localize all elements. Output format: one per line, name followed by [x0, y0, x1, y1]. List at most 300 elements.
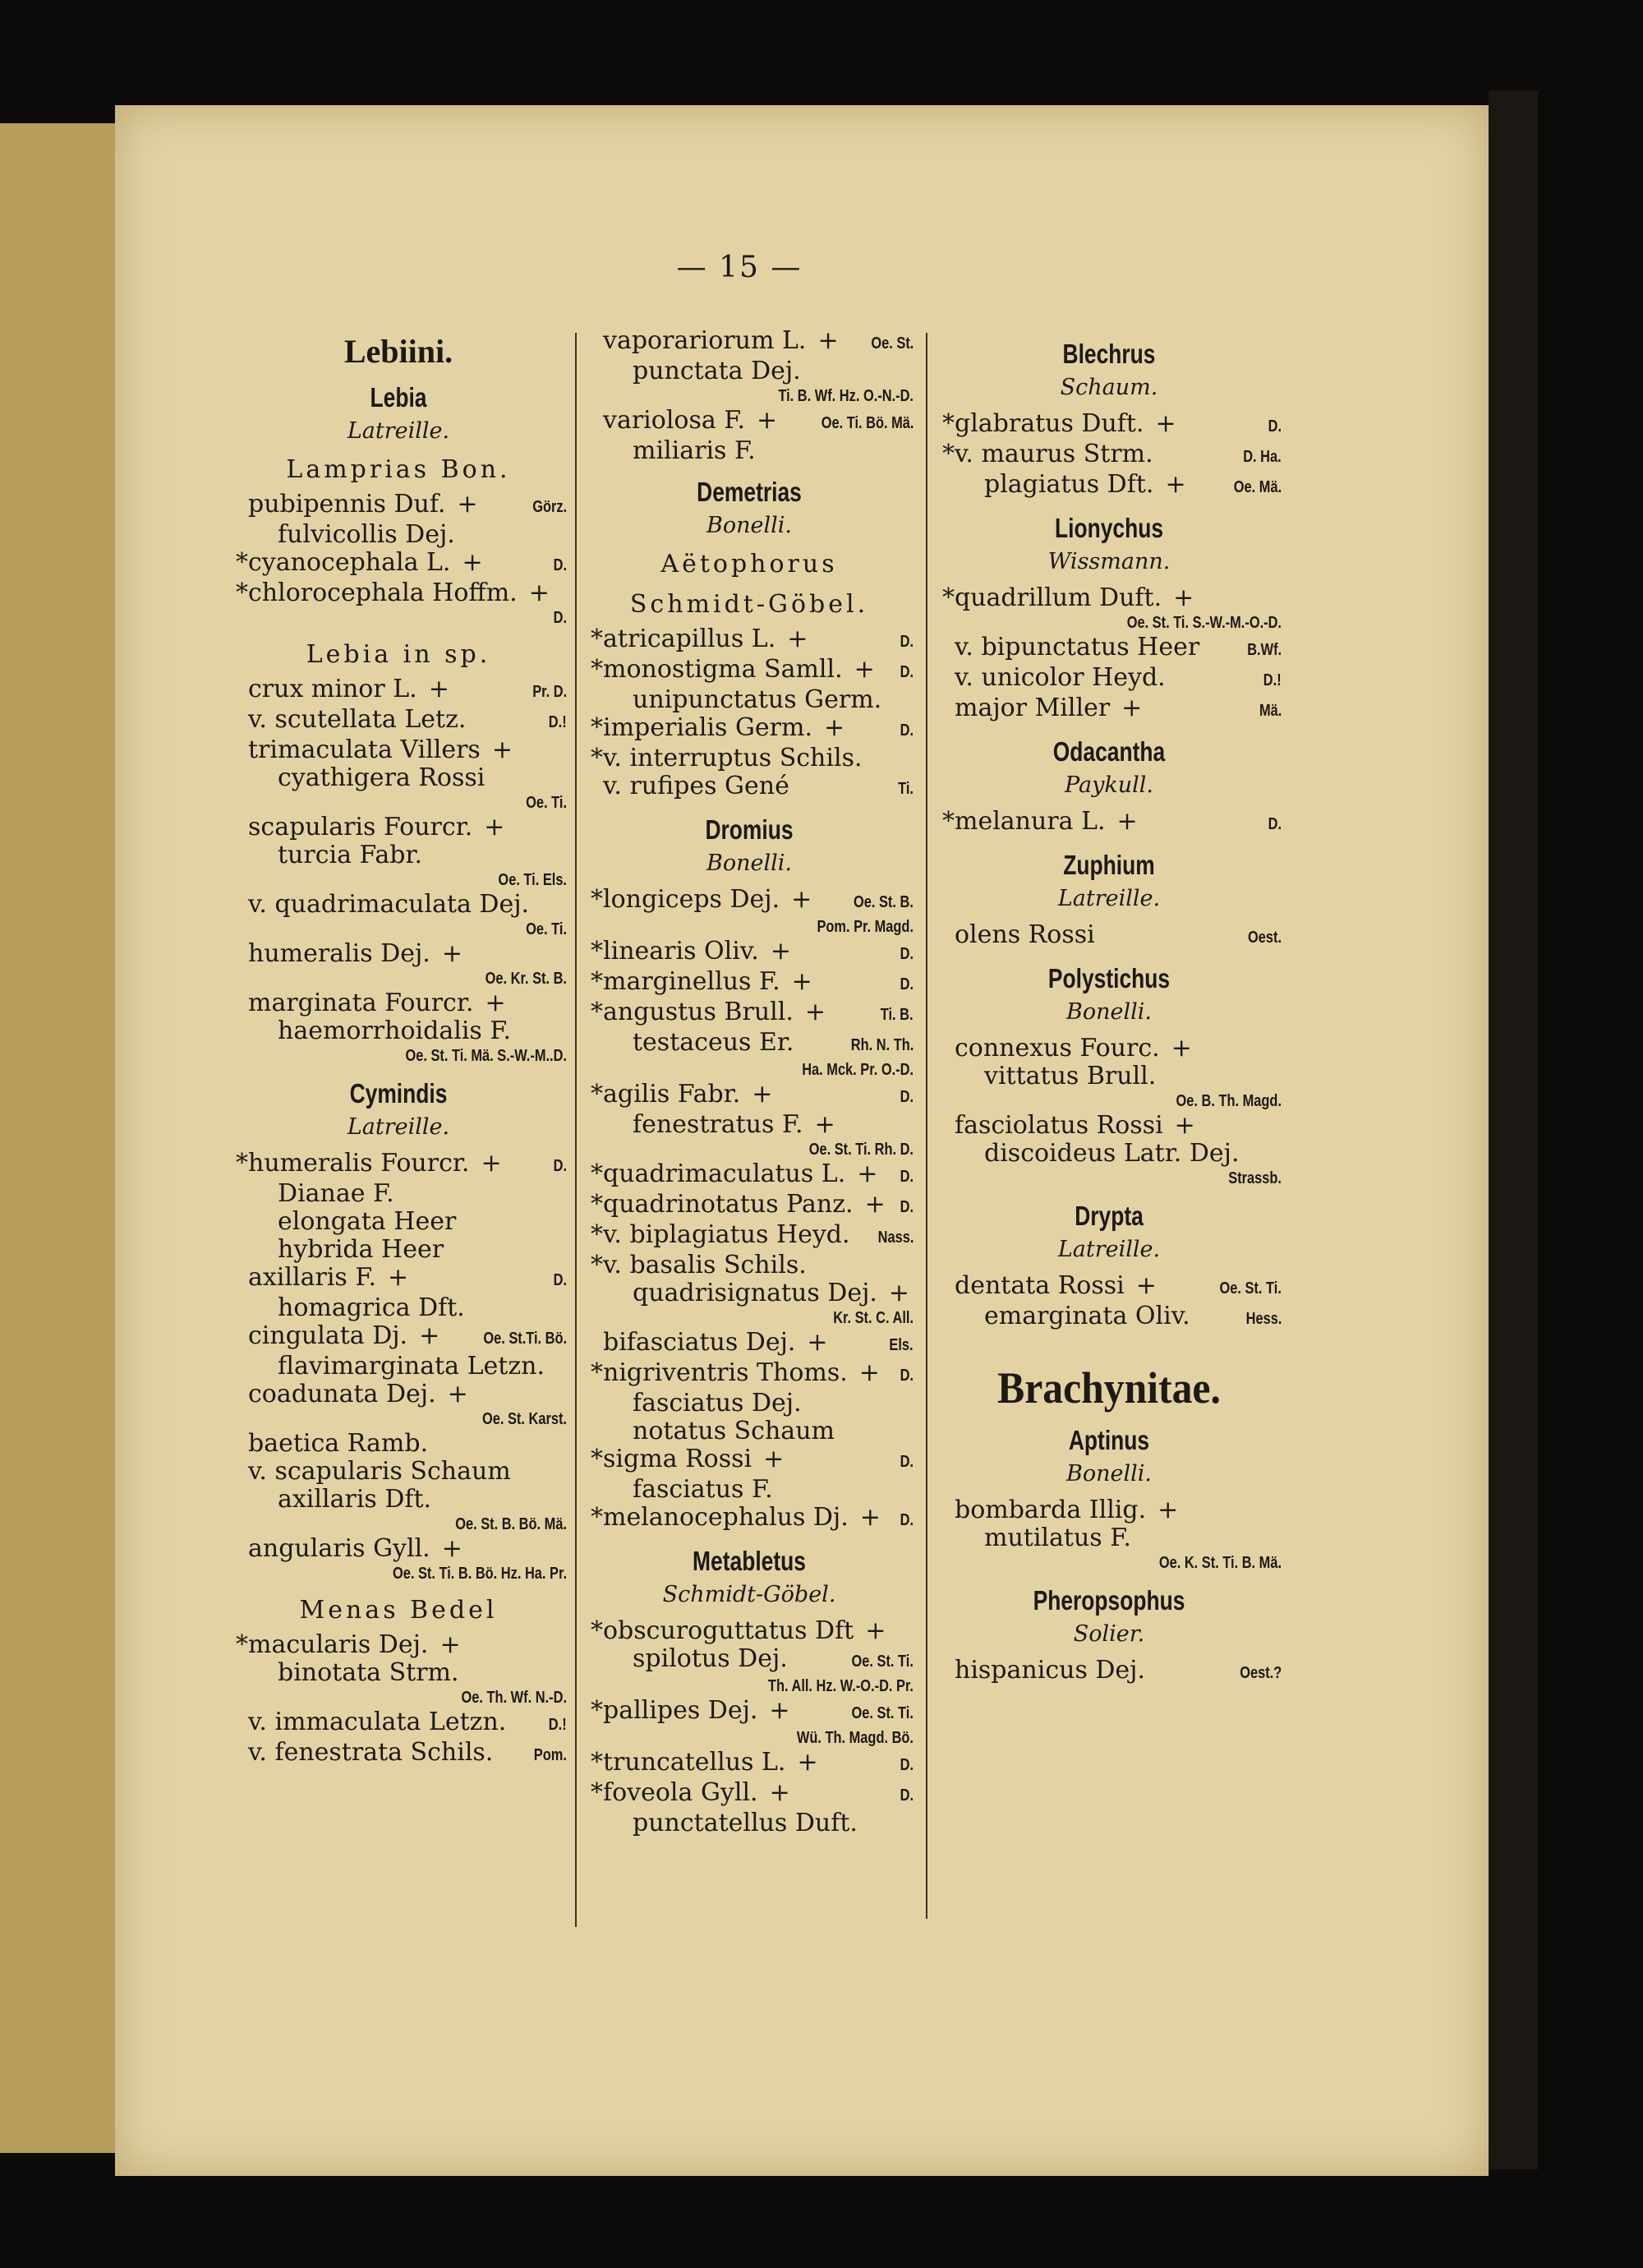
column-3 [937, 327, 1282, 1687]
locality-codes: Oe. St. B. [854, 893, 914, 911]
cross-symbol: + [787, 625, 808, 653]
cross-symbol: + [807, 1328, 828, 1357]
species-name: haemorrhoidalis F. [278, 1016, 512, 1045]
locality-continuation: Oe. Th. Wf. N.-D. [461, 1689, 567, 1707]
species-name: major Miller [955, 694, 1111, 722]
left-page-edge [0, 123, 120, 2153]
locality-continuation: Oe. B. Th. Magd. [1176, 1092, 1282, 1110]
genus-heading: Odacantha [1052, 736, 1166, 767]
species-name: pallipes Dej. [603, 1696, 758, 1725]
genus-heading: Polystichus [1047, 963, 1171, 993]
cross-symbol: + [1116, 807, 1138, 836]
species-entry [230, 1739, 567, 1769]
locality-continuation: Oe. Ti. [526, 920, 567, 938]
species-entry [937, 1524, 1282, 1552]
locality-codes: D. [900, 663, 914, 681]
species-name: trimaculata Villers [248, 735, 481, 764]
asterisk-mark: * [591, 998, 603, 1026]
cross-symbol: + [419, 1321, 440, 1350]
asterisk-mark: * [591, 1080, 603, 1109]
species-name: imperialis Germ. [603, 713, 812, 742]
asterisk-mark: * [236, 1630, 248, 1659]
asterisk-mark: * [591, 1220, 603, 1249]
species-name: hybrida Heer [278, 1235, 444, 1264]
species-entry [230, 1208, 567, 1236]
species-name: angustus Brull. [603, 998, 794, 1026]
cross-symbol: + [756, 406, 778, 435]
species-entry [230, 891, 567, 919]
species-name: monostigma Samll. [603, 655, 843, 684]
genus-author: Bonelli. [1066, 999, 1152, 1025]
locality-continuation: Ha. Mck. Pr. O.-D. [802, 1061, 914, 1079]
genus-author: Latreille. [1057, 1237, 1161, 1262]
species-entry [585, 1476, 914, 1504]
asterisk-mark: * [591, 1503, 603, 1532]
species-entry [585, 1779, 914, 1809]
locality-codes: Pom. [533, 1746, 567, 1764]
species-entry [585, 1221, 914, 1252]
book-cover-edge [1489, 90, 1538, 2169]
species-entry [585, 1809, 914, 1837]
species-entry [230, 1264, 567, 1294]
locality-codes: D. [900, 1453, 914, 1471]
species-name: axillaris F. [248, 1263, 377, 1292]
species-entry [230, 1486, 567, 1514]
asterisk-mark: * [591, 1748, 603, 1777]
species-entry [937, 921, 1282, 952]
species-name: baetica Ramb. [248, 1429, 429, 1458]
species-entry [937, 584, 1282, 612]
subgenus-heading: Lamprias Bon. [286, 455, 511, 484]
locality-codes: Oe. Ti. Bö. Mä. [821, 414, 914, 432]
species-entry [585, 1749, 914, 1779]
species-name: scapularis Fourcr. [248, 813, 473, 841]
species-name: quadrimaculatus L. [603, 1159, 846, 1188]
cross-symbol: + [791, 885, 812, 914]
locality-codes: D. [900, 975, 914, 993]
genus-heading: Dromius [705, 814, 794, 845]
asterisk-mark: * [591, 1778, 603, 1807]
species-name: macularis Dej. [248, 1630, 429, 1659]
species-entry [585, 327, 914, 357]
asterisk-mark: * [942, 583, 955, 612]
species-name: v. scapularis Schaum [248, 1457, 511, 1486]
species-entry [230, 549, 567, 579]
asterisk-mark: * [591, 655, 603, 684]
species-entry [230, 940, 567, 968]
species-name: obscuroguttatus Dft [603, 1616, 854, 1645]
species-name: cyanocephala L. [248, 548, 451, 577]
species-name: notatus Schaum [633, 1417, 835, 1445]
species-name: marginata Fourcr. [248, 989, 474, 1017]
species-entry [585, 714, 914, 744]
subgenus-heading: Schmidt-Göbel. [629, 590, 869, 619]
species-entry [585, 437, 914, 465]
species-entry [230, 706, 567, 736]
locality-codes: Görz. [532, 498, 567, 516]
species-entry [585, 407, 914, 437]
species-name: cyathigera Rossi [278, 763, 486, 792]
asterisk-mark: * [591, 1190, 603, 1219]
locality-continuation: Kr. St. C. All. [833, 1309, 914, 1327]
species-name: fasciatus F. [633, 1475, 773, 1504]
species-entry [230, 1458, 567, 1486]
genus-author: Latreille. [1057, 886, 1161, 911]
species-name: plagiatus Dft. [984, 470, 1154, 499]
locality-codes: Oe. St. Ti. [851, 1653, 914, 1671]
species-entry [585, 1111, 914, 1139]
cross-symbol: + [447, 1380, 468, 1408]
species-entry [230, 1236, 567, 1264]
cross-symbol: + [441, 939, 463, 968]
asterisk-mark: * [591, 1159, 603, 1188]
locality-codes: Els. [889, 1336, 914, 1354]
cross-symbol: + [1165, 470, 1186, 499]
species-entry [585, 1160, 914, 1191]
locality-codes: D. [900, 1168, 914, 1186]
species-entry [937, 1302, 1282, 1333]
species-name: v. quadrimaculata Dej. [248, 890, 530, 919]
genus-author: Schmidt-Göbel. [662, 1582, 836, 1607]
genus-heading: Demetrias [697, 477, 802, 507]
species-entry [585, 1697, 914, 1727]
species-entry [585, 998, 914, 1029]
locality-continuation: Oe. K. St. Ti. B. Mä. [1158, 1554, 1282, 1572]
species-entry [585, 886, 914, 916]
cross-symbol: + [1157, 1496, 1179, 1524]
cross-symbol: + [485, 989, 506, 1017]
locality-continuation: Pom. Pr. Magd. [817, 918, 914, 936]
species-name: discoideus Latr. Dej. [984, 1139, 1240, 1168]
species-entry [585, 1617, 914, 1645]
locality-codes: D.! [549, 713, 567, 731]
species-name: v. bipunctatus Heer [955, 633, 1200, 662]
cross-symbol: + [804, 998, 826, 1026]
cross-symbol: + [814, 1110, 835, 1139]
genus-author: Bonelli. [1066, 1461, 1152, 1487]
species-name: chlorocephala Hoffm. [248, 579, 518, 607]
species-name: agilis Fabr. [603, 1080, 741, 1109]
species-entry [585, 1252, 914, 1279]
species-name: bifasciatus Dej. [603, 1328, 796, 1357]
species-name: v. basalis Schils. [603, 1251, 807, 1279]
locality-continuation: Th. All. Hz. W.-O.-D. Pr. [767, 1677, 914, 1695]
species-name: quadrisignatus Dej. [633, 1279, 877, 1307]
locality-codes: D. [900, 1198, 914, 1216]
species-entry [937, 410, 1282, 440]
cross-symbol: + [484, 813, 505, 841]
species-name: binotata Strm. [278, 1658, 459, 1687]
genus-author: Wissmann. [1047, 549, 1171, 574]
species-name: foveola Gyll. [603, 1778, 758, 1807]
species-entry [585, 1359, 914, 1390]
species-name: longiceps Dej. [603, 885, 780, 914]
cross-symbol: + [1174, 1111, 1195, 1140]
cross-symbol: + [388, 1263, 409, 1292]
species-name: fasciolatus Rossi [955, 1111, 1163, 1140]
locality-codes: D. [900, 1511, 914, 1529]
genus-author: Solier. [1073, 1621, 1145, 1647]
locality-codes: D. [900, 1088, 914, 1106]
species-name: v. maurus Strm. [955, 440, 1153, 468]
locality-continuation: Oe. Kr. St. B. [485, 970, 567, 988]
cross-symbol: + [888, 1279, 910, 1307]
species-name: testaceus Er. [633, 1028, 794, 1057]
species-entry [937, 1035, 1282, 1063]
locality-codes: Oest.? [1239, 1664, 1282, 1682]
locality-codes: D. Ha. [1243, 448, 1282, 466]
cross-symbol: + [428, 675, 449, 703]
asterisk-mark: * [591, 1616, 603, 1645]
species-entry [585, 744, 914, 772]
species-name: elongata Heer [278, 1207, 457, 1236]
locality-codes: D. [900, 1786, 914, 1805]
cross-symbol: + [769, 1778, 790, 1807]
asterisk-mark: * [236, 548, 248, 577]
species-name: v. immaculata Letzn. [248, 1708, 507, 1736]
locality-codes: Ti. [898, 780, 914, 798]
asterisk-mark: * [591, 744, 603, 772]
species-entry [230, 1180, 567, 1208]
species-entry [230, 1430, 567, 1458]
genus-heading: Lebia [370, 382, 427, 413]
locality-continuation: Oe. St. Ti. B. Bö. Hz. Ha. Pr. [392, 1565, 567, 1583]
species-name: humeralis Fourcr. [248, 1149, 470, 1178]
species-name: punctatellus Duft. [633, 1809, 858, 1837]
locality-codes: Hess. [1245, 1310, 1282, 1328]
genus-heading: Aptinus [1068, 1425, 1150, 1455]
species-name: coadunata Dej. [248, 1380, 436, 1408]
species-entry [230, 814, 567, 841]
locality-continuation: Oe. St. Karst. [482, 1410, 567, 1428]
locality-continuation: Oe. St. B. Bö. Mä. [455, 1515, 567, 1533]
locality-codes: Nass. [877, 1228, 914, 1247]
cross-symbol: + [763, 1445, 785, 1473]
species-entry [230, 736, 567, 764]
cross-symbol: + [457, 490, 478, 519]
species-entry [230, 1353, 567, 1381]
species-name: miliaris F. [633, 436, 756, 465]
locality-codes: D. [900, 721, 914, 740]
locality-continuation: Oe. St. Ti. Rh. D. [808, 1141, 914, 1159]
species-name: Dianae F. [278, 1179, 394, 1208]
locality-codes: Oe. St.Ti. Bö. [483, 1330, 567, 1348]
locality-continuation: Oe. St. Ti. Mä. S.-W.-M..D. [405, 1047, 567, 1065]
cross-symbol: + [462, 548, 483, 577]
species-entry [585, 938, 914, 968]
species-name: truncatellus L. [603, 1748, 786, 1777]
cross-symbol: + [1155, 409, 1176, 438]
species-entry [585, 1279, 914, 1307]
species-name: v. unicolor Heyd. [955, 663, 1166, 692]
asterisk-mark: * [591, 1358, 603, 1387]
subgenus-heading: Menas Bedel [299, 1596, 498, 1625]
species-entry [230, 1150, 567, 1180]
species-name: bombarda Illig. [955, 1496, 1147, 1524]
species-name: linearis Oliv. [603, 937, 759, 966]
species-entry [585, 1029, 914, 1059]
species-name: fenestratus F. [633, 1110, 803, 1139]
species-name: crux minor L. [248, 675, 417, 703]
species-name: humeralis Dej. [248, 939, 430, 968]
cross-symbol: + [1171, 1034, 1192, 1063]
locality-codes: D.! [1263, 671, 1282, 689]
species-entry [585, 1081, 914, 1111]
locality-continuation: Oe. Ti. [526, 794, 567, 812]
cross-symbol: + [797, 1748, 818, 1777]
species-entry [585, 1418, 914, 1445]
species-name: fasciatus Dej. [633, 1389, 802, 1418]
species-name: atricapillus L. [603, 625, 776, 653]
cross-symbol: + [441, 1534, 463, 1563]
cross-symbol: + [854, 655, 875, 684]
asterisk-mark: * [591, 625, 603, 653]
locality-codes: Oest. [1247, 929, 1282, 947]
locality-continuation: Wü. Th. Magd. Bö. [796, 1729, 914, 1747]
cross-symbol: + [865, 1616, 886, 1645]
species-name: vittatus Brull. [984, 1062, 1157, 1090]
species-entry [585, 656, 914, 686]
species-name: connexus Fourc. [955, 1034, 1160, 1063]
species-name: nigriventris Thoms. [603, 1358, 848, 1387]
species-entry [937, 1496, 1282, 1524]
species-entry [230, 1535, 567, 1563]
tribe-heading: Brachynitae. [997, 1363, 1221, 1413]
asterisk-mark: * [591, 713, 603, 742]
species-entry [937, 808, 1282, 838]
species-name: quadrillum Duft. [955, 583, 1162, 612]
cross-symbol: + [817, 326, 839, 355]
column-rule [926, 333, 927, 1919]
species-name: dentata Rossi [955, 1271, 1125, 1300]
locality-codes: B.Wf. [1247, 641, 1282, 659]
genus-heading: Metabletus [693, 1546, 806, 1576]
species-name: emarginata Oliv. [984, 1302, 1190, 1330]
species-name: unipunctatus Germ. [633, 685, 882, 714]
species-entry [937, 1140, 1282, 1168]
species-name: melanocephalus Dj. [603, 1503, 849, 1532]
species-entry [230, 1017, 567, 1045]
species-name: turcia Fabr. [278, 841, 422, 869]
species-name: mutilatus F. [984, 1524, 1131, 1552]
species-name: sigma Rossi [603, 1445, 752, 1473]
species-name: v. fenestrata Schils. [248, 1738, 494, 1767]
cross-symbol: + [440, 1630, 461, 1659]
locality-continuation: Ti. B. Wf. Hz. O.-N.-D. [778, 387, 914, 405]
species-entry [585, 1390, 914, 1418]
species-name: olens Rossi [955, 920, 1095, 949]
column-1 [230, 327, 567, 1769]
genus-author: Bonelli. [706, 513, 792, 538]
cross-symbol: + [857, 1159, 878, 1188]
species-name: v. rufipes Gené [603, 772, 789, 800]
genus-author: Schaum. [1060, 375, 1158, 400]
species-name: v. interruptus Schils. [603, 744, 863, 772]
species-entry [585, 772, 914, 803]
species-entry [585, 1645, 914, 1676]
asterisk-mark: * [942, 440, 955, 468]
species-name: flavimarginata Letzn. [278, 1352, 545, 1381]
species-entry [230, 1381, 567, 1408]
species-name: marginellus F. [603, 967, 780, 996]
locality-codes: Oe. St. Ti. [851, 1704, 914, 1722]
species-name: spilotus Dej. [633, 1644, 788, 1673]
cross-symbol: + [864, 1190, 886, 1219]
genus-heading: Zuphium [1063, 850, 1155, 880]
locality-codes: D. [900, 633, 914, 651]
genus-author: Latreille. [347, 1114, 450, 1140]
locality-codes: Oe. Mä. [1233, 478, 1282, 496]
species-entry [585, 357, 914, 385]
species-entry [230, 1294, 567, 1322]
locality-codes: D. [553, 556, 567, 574]
species-entry [230, 764, 567, 792]
locality-codes: Pr. D. [532, 683, 567, 701]
species-entry [585, 1504, 914, 1534]
species-entry [230, 521, 567, 549]
asterisk-mark: * [942, 409, 955, 438]
cross-symbol: + [824, 713, 845, 742]
cross-symbol: + [791, 967, 812, 996]
tribe-heading: Lebiini. [343, 333, 453, 370]
cross-symbol: + [859, 1503, 881, 1532]
subgenus-heading: Aëtophorus [660, 550, 838, 579]
species-name: variolosa F. [603, 406, 745, 435]
species-name: melanura L. [955, 807, 1106, 836]
species-entry [937, 694, 1282, 725]
species-name: pubipennis Duf. [248, 490, 446, 519]
species-entry [937, 471, 1282, 501]
species-entry [937, 1657, 1282, 1687]
species-entry [585, 1191, 914, 1221]
species-entry [937, 1063, 1282, 1090]
cross-symbol: + [769, 1696, 790, 1725]
asterisk-mark: * [591, 1696, 603, 1725]
species-entry [937, 634, 1282, 664]
species-entry [230, 491, 567, 521]
asterisk-mark: * [591, 885, 603, 914]
species-name: quadrinotatus Panz. [603, 1190, 854, 1219]
locality-codes: D. [900, 1756, 914, 1774]
species-entry [937, 1272, 1282, 1302]
species-entry [937, 664, 1282, 694]
genus-heading: Drypta [1075, 1201, 1144, 1231]
species-entry [230, 579, 567, 607]
genus-heading: Pheropsophus [1033, 1585, 1185, 1616]
species-name: homagrica Dft. [278, 1293, 465, 1322]
asterisk-mark: * [236, 1149, 248, 1178]
cross-symbol: + [1135, 1271, 1157, 1300]
cross-symbol: + [1121, 694, 1143, 722]
locality-continuation: Strassb. [1228, 1169, 1282, 1187]
locality-continuation: D. [553, 609, 567, 627]
asterisk-mark: * [591, 1445, 603, 1473]
species-name: cingulata Dj. [248, 1321, 408, 1350]
locality-codes: Mä. [1259, 702, 1282, 720]
species-name: glabratus Duft. [955, 409, 1144, 438]
subgenus-heading: Lebia in sp. [306, 640, 491, 669]
genus-author: Paykull. [1065, 772, 1153, 798]
species-name: punctata Dej. [633, 357, 801, 385]
genus-author: Bonelli. [706, 850, 792, 876]
locality-codes: D. [900, 1367, 914, 1385]
locality-codes: D. [553, 1157, 567, 1175]
species-entry [585, 1329, 914, 1359]
cross-symbol: + [528, 579, 550, 607]
species-name: hispanicus Dej. [955, 1656, 1146, 1685]
asterisk-mark: * [942, 807, 955, 836]
locality-codes: Oe. St. Ti. [1219, 1279, 1282, 1298]
